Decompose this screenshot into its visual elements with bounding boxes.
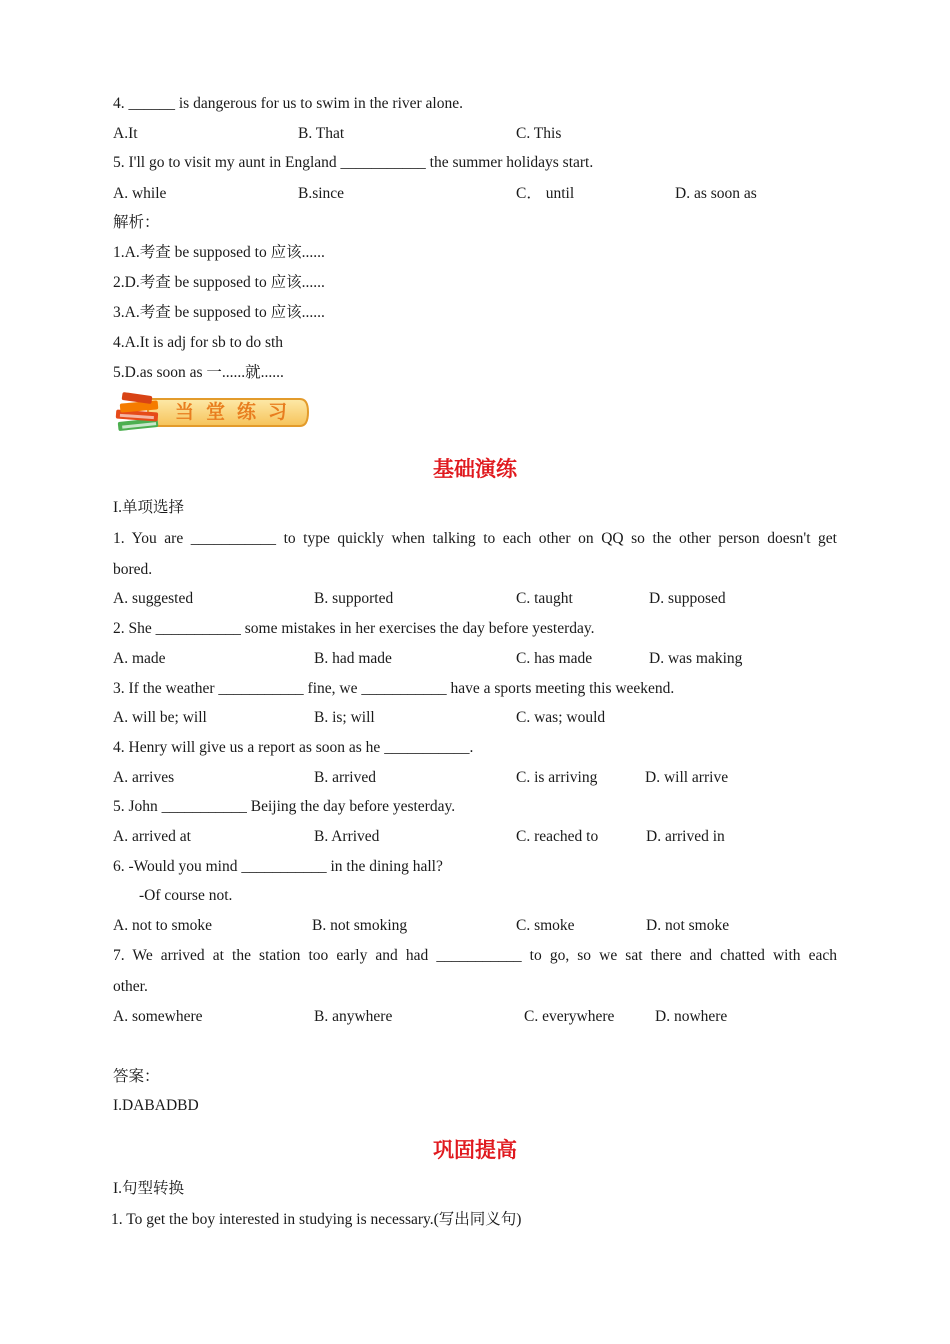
question-stem: 6. -Would you mind ___________ in the dining hall? — [113, 858, 443, 875]
question-stem-cont: bored. — [113, 561, 153, 578]
section-heading: 基础演练 — [433, 457, 517, 481]
option: A. made — [113, 650, 166, 667]
class-practice-banner — [112, 390, 312, 440]
option: A. not to smoke — [113, 917, 213, 934]
question-stem: 1. To get the boy interested in studying is necessary.(写出同义句) — [111, 1211, 522, 1228]
question-stem: 3. If the weather ___________ fine, we ___________ have a sports meeting this weekend. — [113, 680, 675, 697]
option: C. taught — [516, 590, 573, 607]
option: D. not smoke — [646, 917, 730, 934]
option: C. smoke — [516, 917, 575, 934]
option: A. arrives — [113, 769, 175, 786]
option: C. everywhere — [524, 1008, 615, 1025]
question-stem-cont: other. — [113, 978, 148, 995]
option: C． until — [516, 185, 575, 202]
option: A. somewhere — [113, 1008, 203, 1025]
option: C. has made — [516, 650, 593, 667]
option: C. reached to — [516, 828, 599, 845]
answer-label: 答案： — [113, 1068, 160, 1085]
analysis-item: 2.D.考查 be supposed to 应该...... — [113, 274, 325, 291]
banner-label: 当堂练习 — [174, 401, 299, 423]
option: B. Arrived — [314, 828, 380, 845]
option: A.It — [113, 125, 138, 142]
option: A. while — [113, 185, 167, 202]
option: B.since — [298, 185, 345, 202]
section-subtitle: I.单项选择 — [113, 499, 185, 516]
question-stem: 4. Henry will give us a report as soon as he ___________. — [113, 739, 474, 756]
analysis-item: 1.A.考查 be supposed to 应该...... — [113, 244, 325, 261]
question-stem: 5. I'll go to visit my aunt in England ___________ the summer holidays start. — [113, 154, 594, 171]
section-subtitle: I.句型转换 — [113, 1180, 185, 1197]
option: B. is; will — [314, 709, 375, 726]
analysis-item: 4.A.It is adj for sb to do sth — [113, 334, 284, 351]
dialog-reply: -Of course not. — [139, 887, 233, 904]
option: A. suggested — [113, 590, 194, 607]
option: B. That — [298, 125, 345, 142]
option: D. supposed — [649, 590, 726, 607]
analysis-title: 解析： — [113, 214, 160, 231]
answer-key: I.DABADBD — [113, 1097, 199, 1114]
option: A. arrived at — [113, 828, 191, 845]
option: C. This — [516, 125, 562, 142]
question-stem: 2. She ___________ some mistakes in her exercises the day before yesterday. — [113, 620, 595, 637]
option: B. arrived — [314, 769, 376, 786]
option: B. supported — [314, 590, 394, 607]
question-stem: 7. We arrived at the station too early and had ___________ to go, so we sat there and chatted with each — [113, 947, 837, 964]
option: B. had made — [314, 650, 392, 667]
option: B. anywhere — [314, 1008, 393, 1025]
question-stem: 1. You are ___________ to type quickly when talking to each other on QQ so the other person doesn't get — [113, 530, 837, 547]
option: C. was; would — [516, 709, 606, 726]
option: D. will arrive — [645, 769, 729, 786]
option: B. not smoking — [312, 917, 408, 934]
option: A. will be; will — [113, 709, 207, 726]
option: D. nowhere — [655, 1008, 728, 1025]
section-heading: 巩固提高 — [433, 1138, 517, 1162]
option: D. was making — [649, 650, 743, 667]
question-stem: 5. John ___________ Beijing the day before yesterday. — [113, 798, 456, 815]
analysis-item: 3.A.考查 be supposed to 应该...... — [113, 304, 325, 321]
option: D. as soon as — [675, 185, 757, 202]
question-stem: 4. ______ is dangerous for us to swim in the river alone. — [113, 95, 463, 112]
option: D. arrived in — [646, 828, 725, 845]
option: C. is arriving — [516, 769, 598, 786]
analysis-item: 5.D.as soon as 一......就...... — [113, 364, 284, 381]
